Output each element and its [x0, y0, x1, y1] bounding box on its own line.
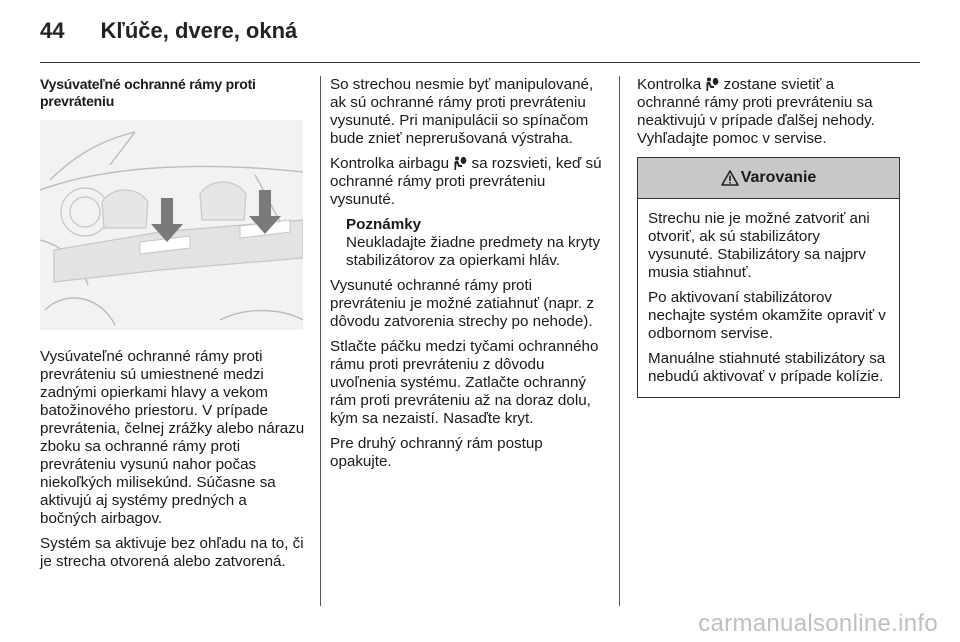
warning-paragraph: Strechu nie je možné zatvoriť ani otvoriť, ak sú stabilizátory vysunuté. Stabilizátory sa najprv musia stiahnuť. [648, 210, 870, 281]
airbag-indicator-icon [705, 77, 719, 91]
section-heading: Vysúvateľné ochranné rámy proti prevráteniu [40, 76, 256, 109]
page-number: 44 [40, 18, 65, 43]
paragraph: Vysúvateľné ochranné rámy proti prevráteniu sú umiestnené medzi zadnými opierkami hlavy a vekom batožinového priestoru. V prípade prevrátenia, čelnej zrážky alebo nárazu zboku sa ochranné rámy proti prevráteniu vysunú nahor počas niekoľkých milisekúnd. Súčasne sa aktivujú aj systémy predných a bočných airbagov. [40, 348, 305, 527]
page-header [40, 14, 920, 48]
note-block [346, 216, 606, 270]
warning-box [637, 157, 900, 398]
column-1 [40, 76, 306, 578]
airbag-indicator-icon [453, 156, 467, 170]
column-divider-1 [320, 76, 321, 606]
chapter-title: Kľúče, dvere, okná [100, 18, 298, 43]
paragraph: Stlačte páčku medzi tyčami ochranného rámu proti prevráteniu z dôvodu uvoľnenia systému. Zatlačte ochranný rám proti prevráteniu až na doraz dolu, kým sa nezaistí. Nasaďte kryt. [330, 338, 599, 427]
header-rule [40, 62, 920, 63]
paragraph: Vysunuté ochranné rámy proti prevráteniu je možné zatiahnuť (napr. z dôvodu zatvorenia strechy po nehode). [330, 277, 595, 330]
paragraph: Kontrolka airbagu sa rozsvieti, keď sú ochranné rámy proti prevráteniu vysunuté. [330, 155, 602, 208]
warning-triangle-icon [721, 170, 739, 186]
column-2 [330, 76, 606, 478]
note-text: Neukladajte žiadne predmety na kryty stabilizátorov za opierkami hláv. [346, 234, 601, 269]
paragraph: Pre druhý ochranný rám postup opakujte. [330, 435, 543, 470]
paragraph: Systém sa aktivuje bez ohľadu na to, či je strecha otvorená alebo zatvorená. [40, 535, 304, 570]
column-divider-2 [619, 76, 620, 606]
warning-paragraph: Manuálne stiahnuté stabilizátory sa nebudú aktivovať v prípade kolízie. [648, 350, 886, 385]
warning-body [638, 199, 899, 397]
note-title: Poznámky [346, 216, 422, 233]
warning-title: Varovanie [740, 169, 817, 186]
warning-header [638, 158, 899, 199]
warning-paragraph: Po aktivovaní stabilizátorov nechajte systém okamžite opraviť v odbornom servise. [648, 289, 886, 342]
paragraph: So strechou nesmie byť manipulované, ak sú ochranné rámy proti prevráteniu vysunuté. Pri manipulácii so spínačom bude znieť neprerušovaná výstraha. [330, 76, 594, 147]
column-3 [637, 76, 900, 398]
paragraph: Kontrolka zostane svietiť a ochranné rámy proti prevráteniu sa neaktivujú v prípade ďalšej nehody. Vyhľadajte pomoc v servise. [637, 76, 875, 147]
watermark: carmanualsonline.info [698, 610, 938, 637]
convertible-rear-seats-rollbar-illustration [40, 120, 303, 330]
